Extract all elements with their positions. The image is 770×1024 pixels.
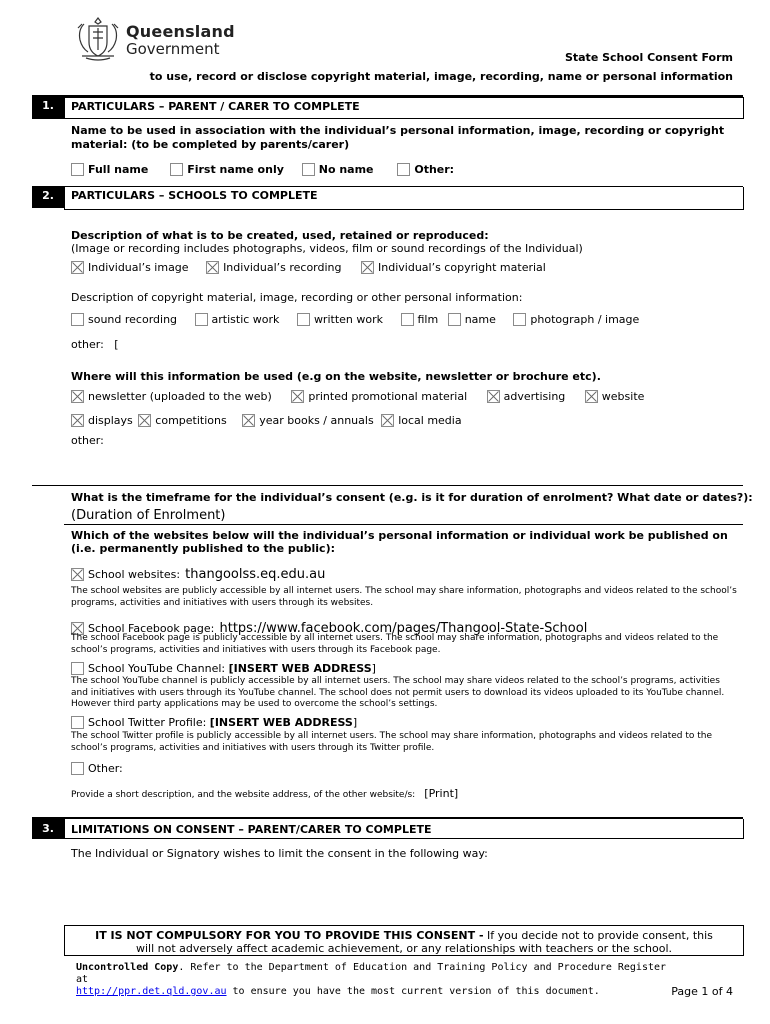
ppr-link[interactable]: http://ppr.det.qld.gov.au xyxy=(76,986,227,997)
checkbox[interactable] xyxy=(401,313,414,326)
section1-title: PARTICULARS – PARENT / CARER TO COMPLETE xyxy=(64,97,744,119)
website-youtube: School YouTube Channel: [INSERT WEB ADDRESS] xyxy=(71,662,376,675)
footer-bold: Uncontrolled Copy xyxy=(76,962,179,973)
logo-line1: Queensland xyxy=(126,22,235,41)
section1-question: Name to be used in association with the individual’s personal information, image, recording or copyright material: (to be completed by parents/carer) xyxy=(71,124,725,151)
notice-rest: If you decide not to provide consent, this will not adversely affect academic achievement, or any relationships with teachers or the school. xyxy=(135,929,713,955)
section3-title: LIMITATIONS ON CONSENT – PARENT/CARER TO COMPLETE xyxy=(64,819,744,839)
option-written-work[interactable]: written work xyxy=(297,313,383,326)
option-full-name[interactable]: Full name xyxy=(71,163,148,176)
other-site-row xyxy=(71,782,458,802)
website-value[interactable]: thangoolss.eq.edu.au xyxy=(185,567,326,582)
footer-text: Uncontrolled Copy. Refer to the Department of Education and Training Policy and Procedure Register at http://ppr.det.qld.gov.au to ensure you have the most current version of this document. xyxy=(76,962,667,997)
option-competitions[interactable]: competitions xyxy=(138,414,226,427)
option-no-name[interactable]: No name xyxy=(302,163,374,176)
timeframe-question: What is the timeframe for the individual’s consent (e.g. is it for duration of enrolment? What date or dates?): xyxy=(71,491,753,504)
website-facebook: School Facebook page: https://www.facebook.com/pages/Thangool-State-School xyxy=(71,617,587,636)
checked-checkbox-icon[interactable] xyxy=(71,390,84,403)
checkbox[interactable] xyxy=(71,762,84,775)
qg-logo xyxy=(72,14,235,64)
website-school: School websites: thangoolss.eq.edu.au xyxy=(71,563,325,582)
where-other[interactable]: other: xyxy=(71,434,104,447)
desc-question: Description of what is to be created, used, retained or reproduced: xyxy=(71,229,489,242)
section1-options xyxy=(71,163,454,176)
checkbox[interactable] xyxy=(71,662,84,675)
checkbox[interactable] xyxy=(302,163,315,176)
other-site-value[interactable]: [Print] xyxy=(424,787,459,800)
logo-line2: Government xyxy=(126,40,220,58)
section3-number: 3. xyxy=(32,819,64,839)
checkbox[interactable] xyxy=(170,163,183,176)
page-number: Page 1 of 4 xyxy=(671,985,733,998)
option-sound-recording[interactable]: sound recording xyxy=(71,313,177,326)
option-name[interactable]: name xyxy=(448,313,496,326)
facebook-value[interactable]: https://www.facebook.com/pages/Thangool-State-School xyxy=(219,621,588,636)
form-title: State School Consent Form xyxy=(564,51,733,64)
checkbox[interactable] xyxy=(71,163,84,176)
option-local-media[interactable]: local media xyxy=(381,414,461,427)
option-newsletter[interactable]: newsletter (uploaded to the web) xyxy=(71,390,272,403)
twitter-value[interactable]: [INSERT WEB ADDRESS xyxy=(209,716,353,729)
checked-checkbox-icon[interactable] xyxy=(242,414,255,427)
option-printed-promotional[interactable]: printed promotional material xyxy=(291,390,467,403)
option-first-name-only[interactable]: First name only xyxy=(170,163,284,176)
option-photograph-image[interactable]: photograph / image xyxy=(513,313,639,326)
checkbox[interactable] xyxy=(448,313,461,326)
option-other[interactable]: Other: xyxy=(397,163,454,176)
form-subtitle: to use, record or disclose copyright material, image, recording, name or personal information xyxy=(149,70,733,83)
where-question: Where will this information be used (e.g on the website, newsletter or brochure etc). xyxy=(71,370,601,383)
option-year-books[interactable]: year books / annuals xyxy=(242,414,373,427)
youtube-value[interactable]: [INSERT WEB ADDRESS xyxy=(228,662,372,675)
section2-number: 2. xyxy=(32,187,64,208)
checkbox[interactable] xyxy=(513,313,526,326)
checkbox[interactable] xyxy=(71,313,84,326)
material-options xyxy=(71,313,639,326)
checkbox[interactable] xyxy=(71,716,84,729)
where-options-row2 xyxy=(71,414,462,427)
notice-bold: IT IS NOT COMPULSORY FOR YOU TO PROVIDE THIS CONSENT - xyxy=(95,929,484,942)
timeframe-answer[interactable]: (Duration of Enrolment) xyxy=(71,508,226,523)
timeframe-rule xyxy=(32,485,743,486)
checkbox[interactable] xyxy=(397,163,410,176)
option-artistic-work[interactable]: artistic work xyxy=(195,313,280,326)
option-film[interactable]: film xyxy=(401,313,439,326)
checkbox[interactable] xyxy=(297,313,310,326)
checked-checkbox-icon[interactable] xyxy=(585,390,598,403)
checked-checkbox-icon[interactable] xyxy=(381,414,394,427)
material-other[interactable]: other: [ xyxy=(71,338,119,351)
website-twitter: School Twitter Profile: [INSERT WEB ADDRESS] xyxy=(71,716,357,729)
checked-checkbox-icon[interactable] xyxy=(71,261,84,274)
section1-number: 1. xyxy=(32,97,64,119)
other-site-prompt: Provide a short description, and the website address, of the other website/s: xyxy=(71,790,416,800)
website-school-desc: The school websites are publicly accessible by all internet users. The school may share information, photographs and videos related to the school’s programs, activities and initiatives with users through its websites. xyxy=(71,586,737,608)
checked-checkbox-icon[interactable] xyxy=(361,261,374,274)
coat-of-arms-icon xyxy=(72,14,124,62)
what-options xyxy=(71,261,546,274)
option-advertising[interactable]: advertising xyxy=(487,390,566,403)
website-facebook-desc: The school Facebook page is publicly accessible by all internet users. The school may share information, photographs and videos related to the school’s programs, activities and initiatives with users through its Facebook page. xyxy=(71,633,719,655)
websites-question: Which of the websites below will the individual’s personal information or individual work be published on (i.e. permanently published to the public): xyxy=(71,529,728,555)
checked-checkbox-icon[interactable] xyxy=(71,414,84,427)
option-individuals-copyright[interactable]: Individual’s copyright material xyxy=(361,261,546,274)
where-options-row1 xyxy=(71,390,644,403)
websites-rule xyxy=(64,524,743,525)
checked-checkbox-icon[interactable] xyxy=(291,390,304,403)
desc-note: (Image or recording includes photographs, videos, film or sound recordings of the Individual) xyxy=(71,242,583,255)
material-question: Description of copyright material, image, recording or other personal information: xyxy=(71,291,523,304)
website-youtube-desc: The school YouTube channel is publicly accessible by all internet users. The school may share videos related to the school’s programs, activities and initiatives with users through its YouTube channel. The school does not permit users to download its videos uploaded to its YouTube channel. However third party applications may be used to overcome the school’s settings. xyxy=(71,676,725,709)
checkbox[interactable] xyxy=(195,313,208,326)
checked-checkbox-icon[interactable] xyxy=(71,568,84,581)
section3-text: The Individual or Signatory wishes to limit the consent in the following way: xyxy=(71,847,488,860)
checked-checkbox-icon[interactable] xyxy=(138,414,151,427)
checked-checkbox-icon[interactable] xyxy=(487,390,500,403)
option-individuals-image[interactable]: Individual’s image xyxy=(71,261,189,274)
section2-title: PARTICULARS – SCHOOLS TO COMPLETE xyxy=(64,187,744,210)
checked-checkbox-icon[interactable] xyxy=(206,261,219,274)
website-other: Other: xyxy=(71,762,123,775)
option-website[interactable]: website xyxy=(585,390,645,403)
option-displays[interactable]: displays xyxy=(71,414,133,427)
option-individuals-recording[interactable]: Individual’s recording xyxy=(206,261,341,274)
website-twitter-desc: The school Twitter profile is publicly accessible by all internet users. The school may share information, photographs and videos related to the school’s programs, activities and initiatives with users through its Twitter profile. xyxy=(71,731,713,753)
notice-box xyxy=(64,925,744,956)
